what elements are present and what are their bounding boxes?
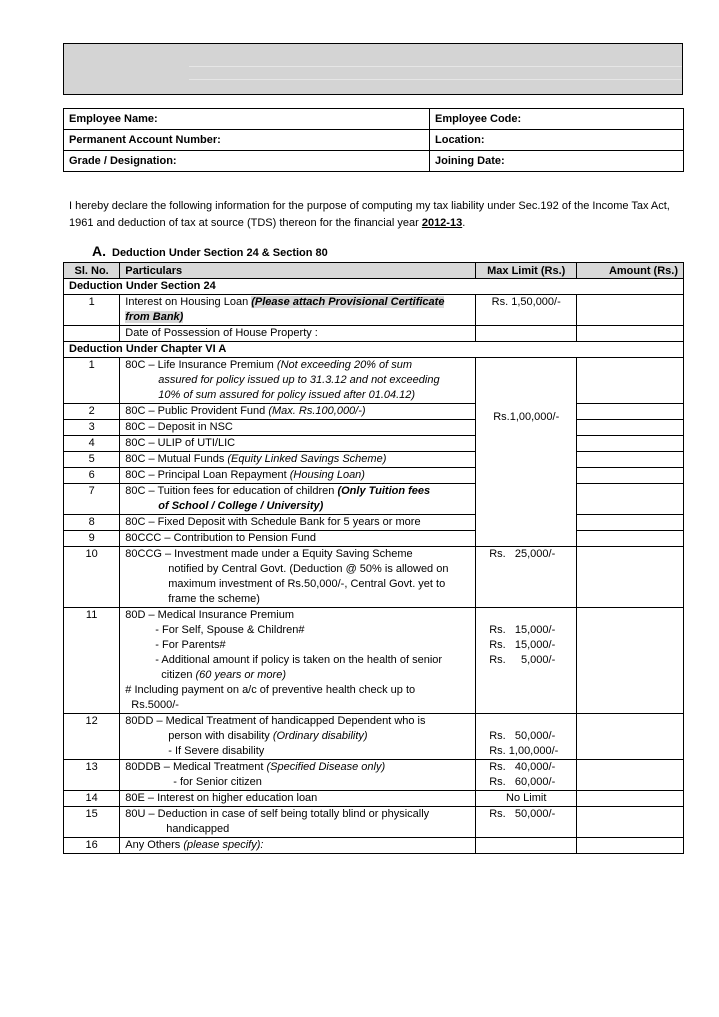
table-row xyxy=(64,760,684,791)
sl-no: 16 xyxy=(64,838,120,854)
amount-cell[interactable] xyxy=(577,420,684,436)
particulars: 80C – Deposit in NSC xyxy=(120,420,476,436)
particular-text: 80C – Tuition fees for education of children xyxy=(125,485,338,497)
table-row xyxy=(64,468,684,484)
limit-value: Rs. 15,000/- xyxy=(489,624,556,636)
employee-code-field[interactable]: Employee Code: xyxy=(430,109,684,130)
sl-no: 8 xyxy=(64,515,120,531)
financial-year: 2012-13 xyxy=(421,217,463,229)
employee-name-field[interactable]: Employee Name: xyxy=(64,109,430,130)
banner-rule xyxy=(189,79,682,80)
group-row xyxy=(64,342,684,358)
declaration-text xyxy=(69,198,683,232)
table-row xyxy=(64,358,684,404)
sl-no: 11 xyxy=(64,608,120,714)
particular-text: 80C – Life Insurance Premium xyxy=(125,359,277,371)
table-row xyxy=(64,515,684,531)
amount-cell[interactable] xyxy=(577,838,684,854)
sl-no: 2 xyxy=(64,404,120,420)
amount-cell[interactable] xyxy=(577,807,684,838)
header-row xyxy=(64,263,684,279)
particular-note: (Please attach Provisional Certificate from Bank) xyxy=(125,296,445,323)
table-row xyxy=(64,714,684,760)
particular-note: (Only Tuition fees xyxy=(337,485,431,497)
section-letter: A. xyxy=(92,243,106,259)
limit-value: Rs. 25,000/- xyxy=(489,548,556,560)
col-header-amount: Amount (Rs.) xyxy=(577,263,684,279)
table-row xyxy=(64,404,684,420)
sl-no: 7 xyxy=(64,484,120,515)
group-label: Deduction Under Chapter VI A xyxy=(64,342,684,358)
particular-note: (please specify): xyxy=(183,839,264,851)
particulars xyxy=(120,838,476,854)
particular-text: 80CCG – Investment made under a Equity Saving Scheme xyxy=(125,548,413,560)
max-limit: Rs.1,00,000/- xyxy=(475,358,576,547)
table-row xyxy=(64,791,684,807)
particular-note: 10% of sum assured for policy issued after 01.04.12) xyxy=(158,389,416,401)
amount-cell[interactable] xyxy=(577,404,684,420)
max-limit xyxy=(475,807,576,838)
particular-text: 80C – Principal Loan Repayment xyxy=(125,469,290,481)
particular-note: (Equity Linked Savings Scheme) xyxy=(227,453,387,465)
particulars xyxy=(120,760,476,791)
particular-text: maximum investment of Rs.50,000/-, Central Govt. yet to xyxy=(168,578,446,590)
amount-cell[interactable] xyxy=(577,760,684,791)
employee-info-table xyxy=(63,108,684,172)
amount-cell[interactable] xyxy=(577,358,684,404)
particulars xyxy=(120,295,476,326)
max-limit xyxy=(475,608,576,714)
header-banner xyxy=(63,43,683,95)
particulars: 80E – Interest on higher education loan xyxy=(120,791,476,807)
particulars xyxy=(120,358,476,404)
deduction-table xyxy=(63,262,684,854)
amount-cell[interactable] xyxy=(577,452,684,468)
particulars: 80C – ULIP of UTI/LIC xyxy=(120,436,476,452)
particulars xyxy=(120,468,476,484)
sl-no: 14 xyxy=(64,791,120,807)
particular-text: - For Parents# xyxy=(155,639,226,651)
location-field[interactable]: Location: xyxy=(430,130,684,151)
particular-text: Interest on Housing Loan xyxy=(125,296,252,308)
particulars xyxy=(120,807,476,838)
amount-cell[interactable] xyxy=(577,608,684,714)
max-limit xyxy=(475,760,576,791)
amount-cell[interactable] xyxy=(577,326,684,342)
particular-text: person with disability xyxy=(168,730,273,742)
joining-date-field[interactable]: Joining Date: xyxy=(430,151,684,172)
max-limit xyxy=(475,714,576,760)
group-row xyxy=(64,279,684,295)
particulars xyxy=(120,484,476,515)
particular-text: - for Senior citizen xyxy=(173,776,262,788)
particulars: 80CCC – Contribution to Pension Fund xyxy=(120,531,476,547)
col-header-slno: Sl. No. xyxy=(64,263,120,279)
max-limit xyxy=(475,326,576,342)
amount-cell[interactable] xyxy=(577,791,684,807)
limit-value: Rs. 60,000/- xyxy=(489,776,556,788)
table-row xyxy=(64,420,684,436)
sl-no: 12 xyxy=(64,714,120,760)
particulars xyxy=(120,608,476,714)
particular-text: 80C – Mutual Funds xyxy=(125,453,228,465)
particular-text: handicapped xyxy=(166,823,230,835)
amount-cell[interactable] xyxy=(577,436,684,452)
table-row xyxy=(64,608,684,714)
table-row xyxy=(64,547,684,608)
limit-value: Rs. 40,000/- xyxy=(489,761,556,773)
particular-note: (Specified Disease only) xyxy=(266,761,386,773)
pan-field[interactable]: Permanent Account Number: xyxy=(64,130,430,151)
particulars xyxy=(120,404,476,420)
max-limit xyxy=(475,547,576,608)
limit-value: Rs. 15,000/- xyxy=(489,639,556,651)
sl-no: 15 xyxy=(64,807,120,838)
table-row xyxy=(64,295,684,326)
sl-no: 9 xyxy=(64,531,120,547)
amount-cell[interactable] xyxy=(577,484,684,515)
amount-cell[interactable] xyxy=(577,468,684,484)
sl-no: 13 xyxy=(64,760,120,791)
particular-text: 80U – Deduction in case of self being totally blind or physically xyxy=(125,808,430,820)
section-a-title xyxy=(92,243,328,259)
particular-note: assured for policy issued up to 31.3.12 and not exceeding xyxy=(158,374,440,386)
particulars: Date of Possession of House Property : xyxy=(120,326,476,342)
max-limit: Rs. 1,50,000/- xyxy=(475,295,576,326)
col-header-max-limit: Max Limit (Rs.) xyxy=(475,263,576,279)
amount-cell[interactable] xyxy=(577,547,684,608)
sl-no: 6 xyxy=(64,468,120,484)
particular-text: 80C – Public Provident Fund xyxy=(125,405,269,417)
sl-no: 1 xyxy=(64,295,120,326)
table-row xyxy=(64,326,684,342)
table-row xyxy=(64,838,684,854)
col-header-particulars: Particulars xyxy=(120,263,476,279)
particulars xyxy=(120,452,476,468)
grade-field[interactable]: Grade / Designation: xyxy=(64,151,430,172)
particular-text: - For Self, Spouse & Children# xyxy=(155,624,305,636)
particular-text: 80DD – Medical Treatment of handicapped Dependent who is xyxy=(125,715,426,727)
limit-value: Rs. 50,000/- xyxy=(489,730,556,742)
particular-text: citizen xyxy=(161,669,196,681)
particular-text: frame the scheme) xyxy=(168,593,260,605)
banner-underline xyxy=(189,94,682,95)
limit-value: Rs. 1,00,000/- xyxy=(489,745,559,757)
particular-note: (Not exceeding 20% of sum xyxy=(276,359,413,371)
amount-cell[interactable] xyxy=(577,531,684,547)
table-row xyxy=(64,452,684,468)
particular-text: # Including payment on a/c of preventive health check up to xyxy=(125,684,416,696)
table-row xyxy=(64,807,684,838)
banner-rule xyxy=(189,66,682,67)
particulars: 80C – Fixed Deposit with Schedule Bank for 5 years or more xyxy=(120,515,476,531)
particular-text: notified by Central Govt. (Deduction @ 50% is allowed on xyxy=(168,563,449,575)
particulars xyxy=(120,714,476,760)
sl-no: 1 xyxy=(64,358,120,404)
particular-note: of School / College / University) xyxy=(158,500,324,512)
table-row xyxy=(64,531,684,547)
particular-note: (Housing Loan) xyxy=(289,469,365,481)
declaration-body: I hereby declare the following information for the purpose of computing my tax liability under Sec.192 of the Income Tax Act, 1961 and deduction of tax at source (TDS) thereon for the financial year xyxy=(69,200,670,229)
particular-text: - Additional amount if policy is taken on the health of senior xyxy=(155,654,443,666)
limit-value: Rs. 5,000/- xyxy=(489,654,556,666)
amount-cell[interactable] xyxy=(577,515,684,531)
group-label: Deduction Under Section 24 xyxy=(64,279,684,295)
particular-text: Any Others xyxy=(125,839,184,851)
particular-note: (Ordinary disability) xyxy=(272,730,368,742)
particular-note: (Max. Rs.100,000/-) xyxy=(268,405,366,417)
particular-text: 80DDB – Medical Treatment xyxy=(125,761,267,773)
section-heading: Deduction Under Section 24 & Section 80 xyxy=(112,247,328,259)
max-limit xyxy=(475,838,576,854)
table-row xyxy=(64,484,684,515)
table-row xyxy=(64,436,684,452)
particular-text: Rs.5000/- xyxy=(131,699,179,711)
max-limit: No Limit xyxy=(475,791,576,807)
particular-note: (60 years or more) xyxy=(195,669,286,681)
sl-no: 10 xyxy=(64,547,120,608)
limit-value: Rs. 50,000/- xyxy=(489,808,556,820)
sl-no: 3 xyxy=(64,420,120,436)
particular-text: 80D – Medical Insurance Premium xyxy=(125,609,295,621)
sl-no: 5 xyxy=(64,452,120,468)
declaration-end: . xyxy=(462,217,466,229)
particular-text: - If Severe disability xyxy=(168,745,265,757)
sl-no xyxy=(64,326,120,342)
sl-no: 4 xyxy=(64,436,120,452)
amount-cell[interactable] xyxy=(577,714,684,760)
amount-cell[interactable] xyxy=(577,295,684,326)
particulars xyxy=(120,547,476,608)
